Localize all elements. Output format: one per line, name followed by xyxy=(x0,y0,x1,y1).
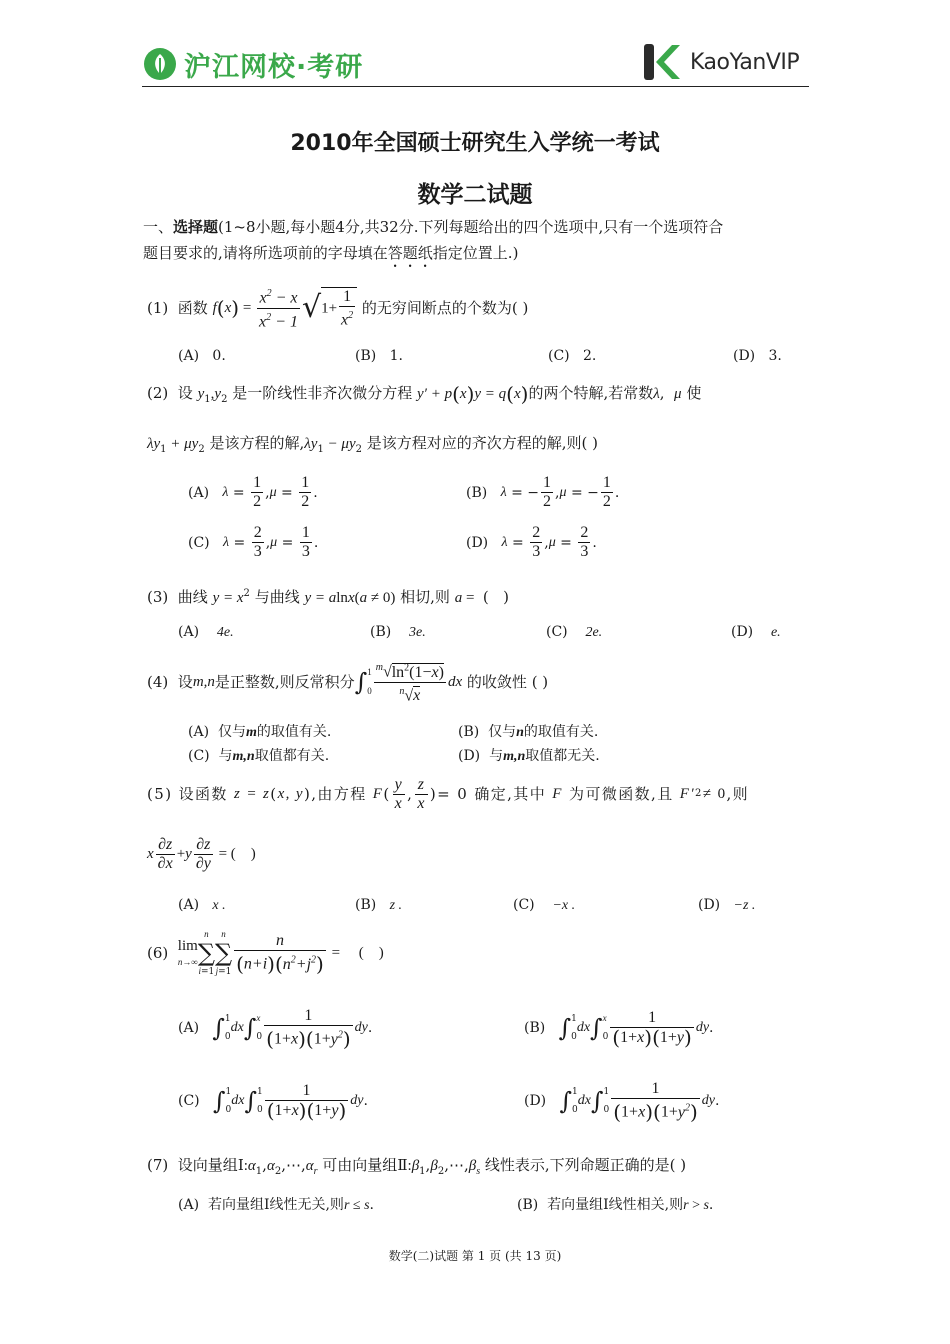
question-1: (1) 函数 f ( x ) = $\frac{x^2 - x}{x^2 - 1}$ √ 1+ $\frac{1}{x^2}$ 的无穷间断点的个数为( ) xyxy=(147,287,529,330)
q5-option-d: (D) −z . xyxy=(698,897,756,913)
question-4: (4) 设 m,n 是正整数,则反常积分 ∫ 1 0 $\frac{^m√\ln^2(1-x)}{^n√x}$ dx 的收敛性 ( ) xyxy=(147,662,549,704)
q1-option-d: (D) 3. xyxy=(733,348,782,364)
k-logo-icon xyxy=(642,42,682,82)
q6-option-b: (B) ∫ 1 0 dx ∫ x 0 $\frac{1}{(1+x)(1+y)}$ dy . xyxy=(524,1009,714,1050)
q2-option-b: (B) λ = − $\frac{1}{2}$ , μ = − $\frac{1}{2}$ . xyxy=(466,474,620,510)
answer-sheet-emphasis: 答题纸 xyxy=(387,244,433,262)
q2-option-d: (D) λ = $\frac{2}{3}$ , μ = $\frac{2}{3}$ . xyxy=(466,524,597,560)
question-3: (3) 曲线 $y = x^2$ 与曲线 y = alnx(a ≠ 0) 相切,则 a = ( ) xyxy=(147,588,509,606)
q4-option-a: (A) 仅与m的取值有关. xyxy=(188,724,332,740)
q6-option-c: (C) ∫ 1 0 dx ∫ 1 0 $\frac{1}{(1+x)(1+y)}$ dy . xyxy=(178,1082,368,1123)
q6-option-a: (A) ∫ 1 0 dx ∫ x 0 $\frac{1}{(1+x)(1+y^2)}$ dy . xyxy=(178,1007,373,1052)
brand-right-text: KaoYanVIP xyxy=(690,49,800,75)
q3-option-d: (D) e. xyxy=(731,624,781,640)
q4-option-b: (B) 仅与n的取值有关. xyxy=(458,724,599,740)
section-label: 一、 xyxy=(143,218,174,236)
q2-option-c: (C) λ = $\frac{2}{3}$ , μ = $\frac{1}{3}$ . xyxy=(188,524,319,560)
exam-subtitle: 数学二试题 xyxy=(417,182,533,208)
question-6: (6) lim n→∞ n ∑ i=1 n ∑ j=1 $\frac{n}{(n+i)(n^2+j^2)}$ = ( ) xyxy=(147,929,384,977)
hujiang-logo xyxy=(142,44,363,84)
q6-option-d: (D) ∫ 1 0 dx ∫ 1 0 $\frac{1}{(1+x)(1+y^2)}$ dy . xyxy=(524,1080,720,1125)
q1-option-b: (B) 1. xyxy=(355,348,403,364)
header-divider xyxy=(142,86,809,87)
q3-option-c: (C) 2e. xyxy=(546,624,603,640)
section-intro: (1~8小题,每小题4分,共32分.下列每题给出的四个选项中,只有一个选项符合 xyxy=(218,218,724,236)
question-5-line2: x $\frac{\partial z}{\partial x}$ + y $\frac{\partial z}{\partial y}$ = ( ) xyxy=(147,835,256,872)
page-footer: 数学(二)试题 第 1 页 (共 13 页) xyxy=(388,1249,562,1263)
q2-option-a: (A) λ = $\frac{1}{2}$ , μ = $\frac{1}{2}$ . xyxy=(188,474,318,510)
q3-option-b: (B) 3e. xyxy=(370,624,426,640)
section-intro-line2: 题目要求的,请将所选项前的字母填在答题纸指定位置上.) xyxy=(143,244,519,262)
formula-q1: f xyxy=(212,300,217,316)
leaf-logo-icon xyxy=(142,46,178,82)
q4-option-c: (C) 与m,n取值都有关. xyxy=(188,748,330,764)
q1-option-a: (A) 0. xyxy=(178,348,226,364)
q4-option-d: (D) 与m,n取值都无关. xyxy=(458,748,600,764)
brand-left-text: 沪江网校·考研 xyxy=(184,51,364,83)
q5-option-a: (A) x . xyxy=(178,897,226,913)
question-2-line1: (2) 设 $y_1,y_2$ 是一阶线性非齐次微分方程 y′ + p(x)y = q(x)的两个特解,若常数λ, μ 使 xyxy=(147,382,702,406)
question-5-line1: (5) 设函数 z = z ( x, y ) ,由方程 F ( $\frac{y}{x}$ , $\frac{z}{x}$ )= 0 确定,其中 F 为可微函数,且 F′ 2 ≠ 0 ,则 xyxy=(147,775,750,812)
question-7: (7) 设向量组$Ⅰ:\alpha_1,\alpha_2,\cdots,\alpha_r$ 可由向量组$Ⅱ:\beta_1,\beta_2,\cdots,\beta_s$ 线性表示,下列命题正确的是( ) xyxy=(147,1156,687,1177)
exam-title: 2010年全国硕士研究生入学统一考试 xyxy=(290,131,660,156)
q5-option-c: (C) −x . xyxy=(513,897,576,913)
q3-option-a: (A) 4e. xyxy=(178,624,234,640)
section-heading: 选择题 xyxy=(173,218,219,236)
q7-option-a: (A) 若向量组Ⅰ线性无关,则r ≤ s. xyxy=(178,1197,374,1213)
q1-option-c: (C) 2. xyxy=(548,348,597,364)
q5-option-b: (B) z . xyxy=(355,897,403,913)
kaoyanvip-logo xyxy=(642,42,799,82)
question-2-line2: $\lambda y_1 + \mu y_2$ 是该方程的解$,\lambda y_1 - \mu y_2$ 是该方程对应的齐次方程的解,则( ) xyxy=(147,434,599,455)
section-intro-line1 xyxy=(143,217,723,237)
q7-option-b: (B) 若向量组Ⅰ线性相关,则r > s. xyxy=(517,1197,714,1213)
